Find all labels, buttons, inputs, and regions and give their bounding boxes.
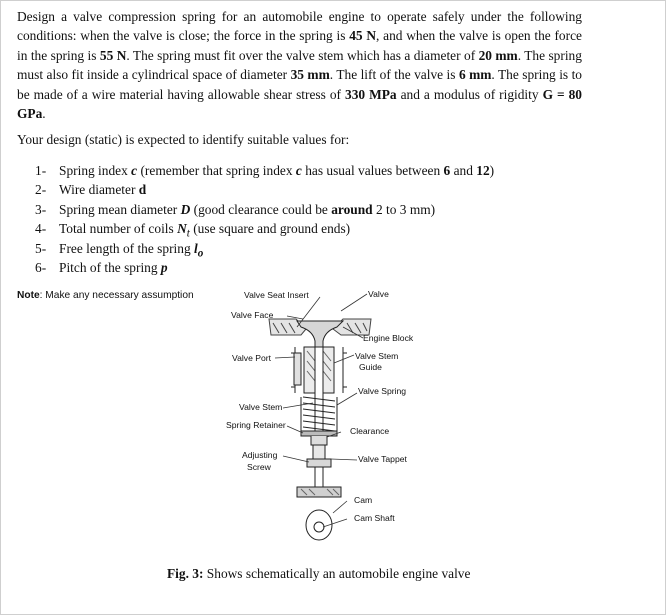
label-valve-stem-guide-2: Guide <box>359 362 382 372</box>
label-engine-block: Engine Block <box>363 333 414 343</box>
label-valve-spring: Valve Spring <box>358 386 407 396</box>
shear-stress: 330 MPa <box>345 86 397 102</box>
list-item: 6- Pitch of the spring p <box>35 259 168 275</box>
stem-diameter: 20 mm <box>478 47 518 63</box>
problem-statement: Design a valve compression spring for an automobile engine to operate safely under the following conditions: when the valve is close; the force in the spring is 45 N, and when the valve is open the force in the spring is 55 N. The spring must fit over the valve stem which has a diameter of 20 mm. The spring must also fit inside a cylindrical space of diameter 35 mm. The lift of the valve is 6 mm. The spring is to be made of a wire material having allowable shear stress of 330 MPa and a modulus of rigidity G = 80 GPa. <box>17 9 583 122</box>
label-valve: Valve <box>368 289 389 299</box>
label-spring-retainer: Spring Retainer <box>226 420 286 430</box>
label-valve-face: Valve Face <box>231 310 274 320</box>
list-item: 2- Wire diameter d <box>35 182 147 198</box>
force-open: 55 N <box>99 47 127 63</box>
list-item: 1- Spring index c (remember that spring index c has usual values between 6 and 12) <box>35 163 495 178</box>
label-adjusting-screw-2: Screw <box>247 462 271 472</box>
valve-lift: 6 mm <box>458 67 492 83</box>
caption-label: Fig. 3: <box>167 566 204 581</box>
label-cam: Cam <box>354 495 373 505</box>
list-item: 5- Free length of the spring $l_o$ <box>35 240 204 260</box>
list-item: 4- Total number of coils $N_t$ (use square and ground ends) <box>35 221 351 240</box>
note-label: Note <box>17 290 40 301</box>
note: Note: Make any necessary assumption <box>17 290 194 301</box>
label-valve-tappet: Valve Tappet <box>358 454 407 464</box>
force-closed: 45 N <box>349 28 377 44</box>
modulus-rigidity: G = 80 GPa <box>17 86 583 122</box>
label-valve-stem-guide-1: Valve Stem <box>355 351 399 361</box>
intro-text: Your design (static) is expected to identify suitable values for: <box>17 132 350 147</box>
label-cam-shaft: Cam Shaft <box>354 513 395 523</box>
valve-head <box>297 321 343 347</box>
figure-caption: Fig. 3: Shows schematically an automobile engine valve <box>167 566 471 581</box>
label-valve-port: Valve Port <box>232 353 272 363</box>
list-item: 3- Spring mean diameter D (good clearance could be around 2 to 3 mm) <box>35 201 436 217</box>
valve-diagram <box>1 1 665 614</box>
label-adjusting-screw-1: Adjusting <box>242 450 278 460</box>
valve-tappet-shape <box>313 445 325 459</box>
label-valve-seat-insert: Valve Seat Insert <box>244 290 309 300</box>
label-clearance: Clearance <box>350 426 390 436</box>
cam-shaft-shape <box>314 522 324 532</box>
label-valve-stem: Valve Stem <box>239 402 283 412</box>
space-diameter: 35 mm <box>290 67 330 83</box>
